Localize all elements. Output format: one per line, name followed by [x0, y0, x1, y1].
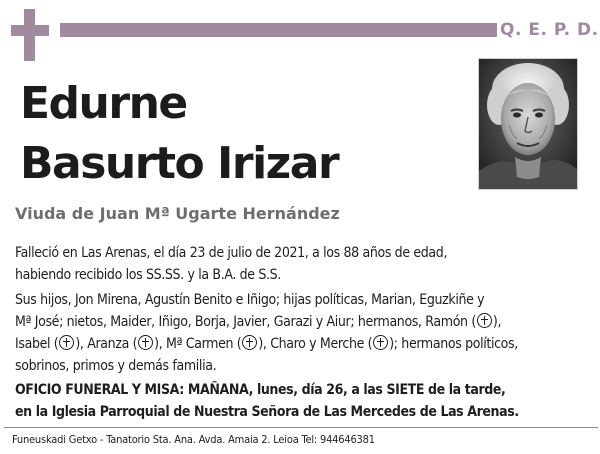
first-name: Edurne: [20, 78, 187, 129]
latin-cross-icon: [11, 9, 49, 61]
portrait-illustration: [479, 59, 577, 189]
family-text: ), Mª Carmen (: [154, 336, 242, 352]
portrait-photo: [478, 58, 578, 190]
family-text: ); hermanos políticos,: [389, 336, 518, 352]
deceased-cross-icon: [59, 335, 74, 350]
funeral-line-2: en la Iglesia Parroquial de Nuestra Señora de Las Mercedes de Las Arenas.: [15, 404, 519, 420]
deceased-cross-icon: [138, 335, 153, 350]
family-line-2: [15, 311, 590, 333]
family-text: Mª José; nietos, Maider, Iñigo, Borja, Javier, Garazi y Aiur; hermanos, Ramón (: [15, 314, 476, 330]
family-line-1: Sus hijos, Jon Mirena, Agustín Benito e Iñigo; hijas políticas, Marian, Eguzkiñe y: [15, 292, 485, 308]
family-paragraph: [15, 289, 590, 377]
footer-divider: [4, 427, 598, 428]
surnames: Basurto Irizar: [20, 138, 339, 189]
family-text: ), Charo y Merche (: [258, 336, 373, 352]
family-text: ), Aranza (: [75, 336, 138, 352]
family-line-3: [15, 333, 590, 355]
family-line-4: sobrinos, primos y demás familia.: [15, 358, 217, 374]
family-text: ),: [492, 314, 502, 330]
cross-horizontal-bar: [11, 25, 49, 36]
widow-of-line: Viuda de Juan Mª Ugarte Hernández: [15, 204, 340, 223]
deceased-cross-icon: [242, 335, 257, 350]
funeral-line-1: OFICIO FUNERAL Y MISA: MAÑANA, lunes, día 26, a las SIETE de la tarde,: [15, 382, 506, 398]
funeral-paragraph: [15, 379, 590, 423]
family-text: Isabel (: [15, 336, 59, 352]
qepd-label: Q. E. P. D.: [500, 20, 599, 40]
deceased-cross-icon: [373, 335, 388, 350]
deceased-cross-icon: [477, 313, 492, 328]
death-line-2: habiendo recibido los SS.SS. y la B.A. de S.S.: [15, 267, 281, 283]
funeral-home-info: Funeuskadi Getxo - Tanatorio Sta. Ana. Avda. Amaia 2. Leioa Tel: 944646381: [12, 433, 375, 446]
death-paragraph: [15, 242, 590, 286]
header-rule: [60, 23, 497, 37]
death-line-1: Falleció en Las Arenas, el día 23 de julio de 2021, a los 88 años de edad,: [15, 245, 448, 261]
